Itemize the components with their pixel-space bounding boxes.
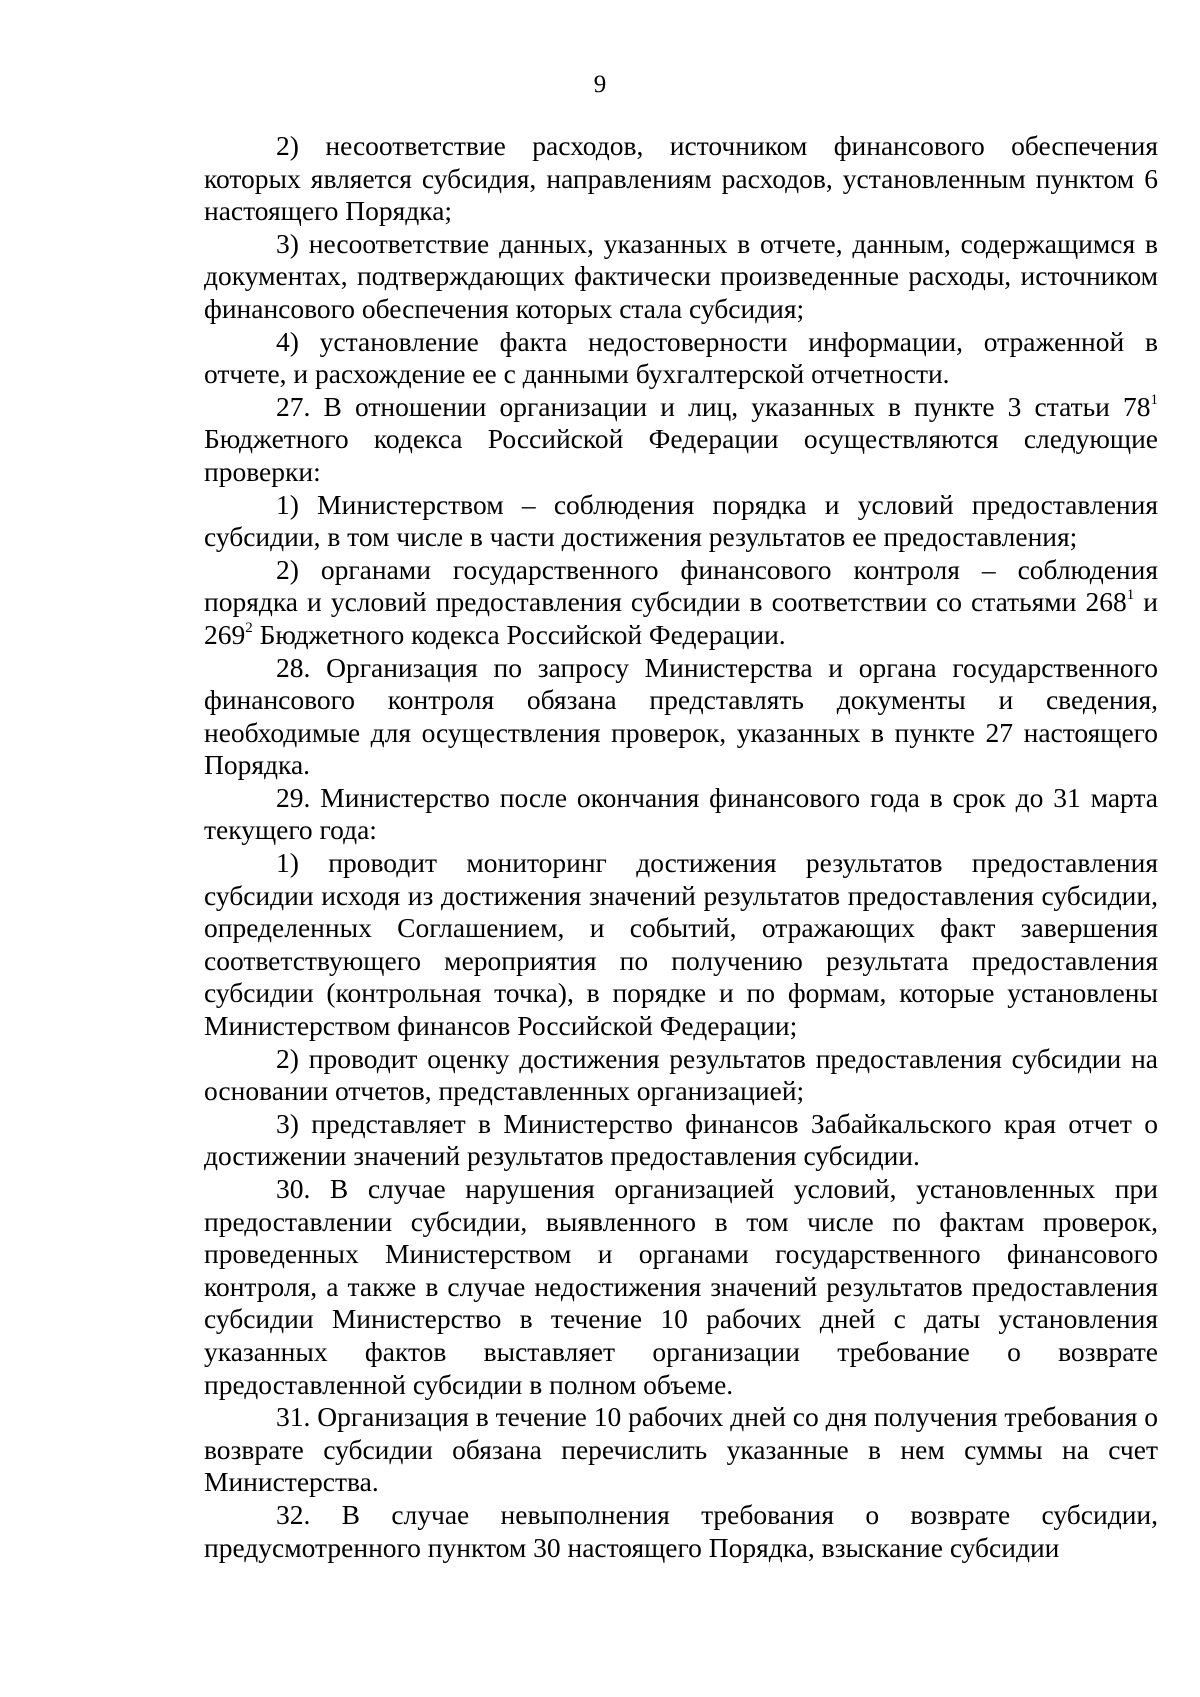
- document-body: [204, 130, 1158, 1564]
- paragraph-30-violation-refund: 30. В случае нарушения организацией условий, установленных при предоставлении субсидии, выявленного в том числе по фактам проверок, проведенных Министерством и органами государственного финансового контроля, а также в случае недостижения значений результатов предоставления субсидии Министерство в течение 10 рабочих дней с даты установления указанных фактов выставляет организации требование о возврате предоставленной субсидии в полном объеме.: [204, 1173, 1158, 1400]
- paragraph-27-item-1-ministry: 1) Министерством – соблюдения порядка и условий предоставления субсидии, в том числе в части достижения результатов ее предоставления;: [204, 488, 1158, 553]
- paragraph-item-3-report-data-mismatch: 3) несоответствие данных, указанных в отчете, данным, содержащимся в документах, подтверждающих фактически произведенные расходы, источником финансового обеспечения которых стала субсидия;: [204, 227, 1158, 324]
- superscript-index: 2: [245, 619, 253, 636]
- paragraph-29-item-1-monitoring: 1) проводит мониторинг достижения результатов предоставления субсидии исходя из достижения значений результатов предоставления субсидии, определенных Соглашением, и событий, отражающих факт завершения соответствующего мероприятия по получению результата предоставления субсидии (контрольная точка), в порядке и по формам, которые установлены Министерством финансов Российской Федерации;: [204, 847, 1158, 1042]
- paragraph-27-item-2-financial-control: 2) органами государственного финансового контроля – соблюдения порядка и условий предоставления субсидии в соответствии со статьями $268^1$ и $269^2$ Бюджетного кодекса Российской Федерации.: [204, 553, 1159, 650]
- paragraph-item-2-expense-mismatch: 2) несоответствие расходов, источником финансового обеспечения которых является субсидия, направлениям расходов, установленным пунктом 6 настоящего Порядка;: [204, 130, 1158, 227]
- paragraph-27-audits: 27. В отношении организации и лиц, указанных в пункте 3 статьи $78^1$ Бюджетного кодекса Российской Федерации осуществляются следующие проверки:: [204, 390, 1158, 487]
- paragraph-29-ministry-duties: 29. Министерство после окончания финансового года в срок до 31 марта текущего года:: [204, 781, 1158, 846]
- paragraph-29-item-2-assessment: 2) проводит оценку достижения результатов предоставления субсидии на основании отчетов, представленных организацией;: [204, 1042, 1158, 1107]
- superscript-index: 1: [1126, 587, 1135, 604]
- paragraph-item-4-unreliable-information: 4) установление факта недостоверности информации, отраженной в отчете, и расхождение ее с данными бухгалтерской отчетности.: [204, 325, 1158, 390]
- page-number: 9: [593, 71, 607, 98]
- superscript-index: 1: [1150, 391, 1158, 408]
- paragraph-28-documents: 28. Организация по запросу Министерства и органа государственного финансового контроля обязана представлять документы и сведения, необходимые для осуществления проверок, указанных в пункте 27 настоящего Порядка.: [204, 651, 1158, 781]
- paragraph-32-recovery: 32. В случае невыполнения требования о возврате субсидии, предусмотренного пунктом 30 настоящего Порядка, взыскание субсидии: [204, 1498, 1158, 1563]
- paragraph-31-transfer: 31. Организация в течение 10 рабочих дней со дня получения требования о возврате субсидии обязана перечислить указанные в нем суммы на счет Министерства.: [204, 1401, 1159, 1498]
- paragraph-29-item-3-report: 3) представляет в Министерство финансов Забайкальского края отчет о достижении значений результатов предоставления субсидии.: [204, 1107, 1158, 1172]
